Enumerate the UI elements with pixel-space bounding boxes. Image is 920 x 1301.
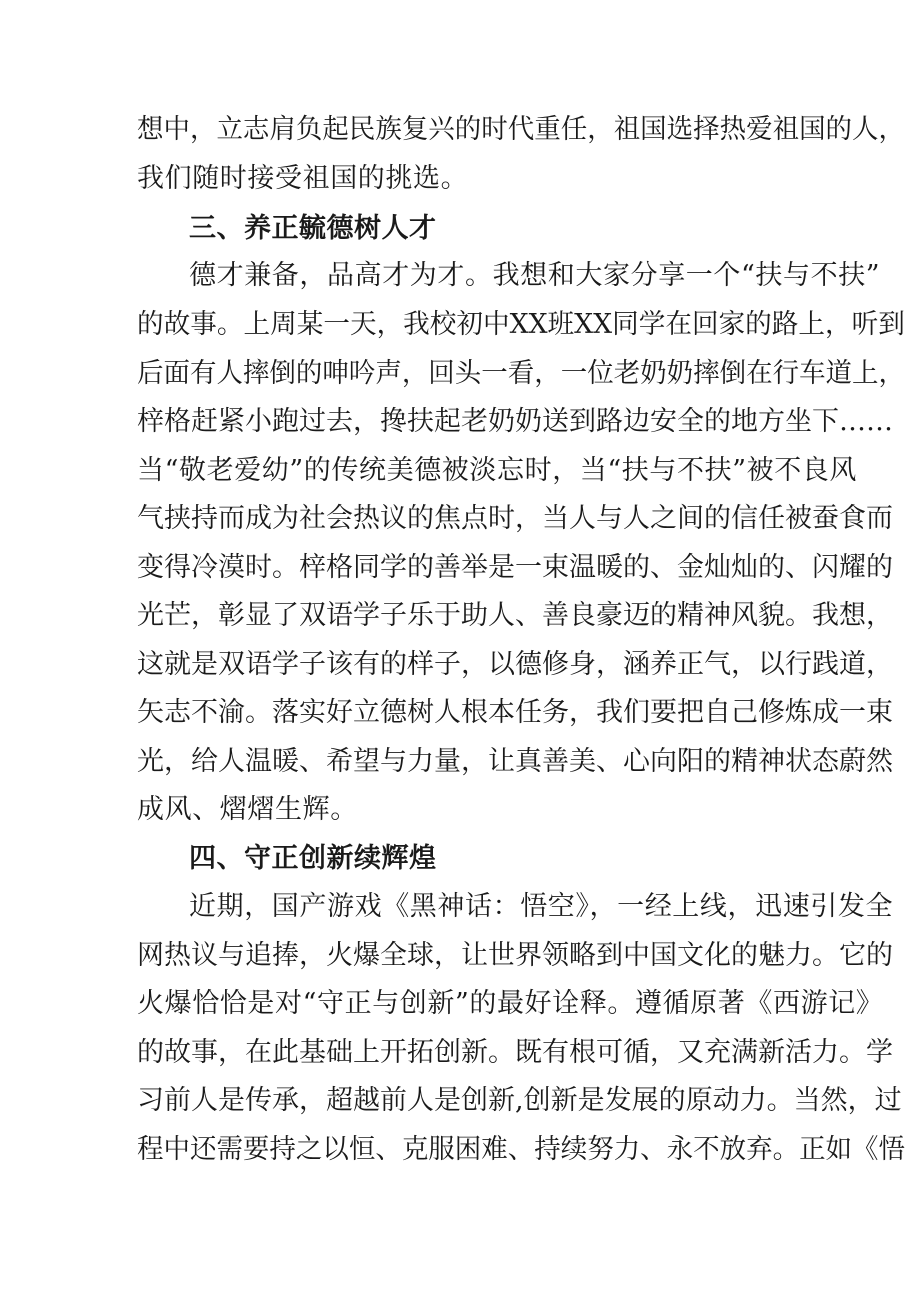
paragraph-line: 火爆恰恰是对“守正与创新”的最好诠释。遵循原著《西游记》 bbox=[137, 988, 884, 1019]
paragraph-line: 德才兼备，品高才为才。我想和大家分享一个“扶与不扶” bbox=[189, 260, 881, 291]
paragraph-line: 的故事，在此基础上开拓创新。既有根可循，又充满新活力。学 bbox=[137, 1037, 893, 1068]
paragraph-line: 矢志不渝。落实好立德树人根本任务，我们要把自己修炼成一束 bbox=[137, 697, 893, 728]
section-heading-4: 四、守正创新续辉煌 bbox=[189, 843, 437, 874]
paragraph-line: 近期，国产游戏《黑神话：悟空》，一经上线，迅速引发全 bbox=[189, 891, 894, 922]
paragraph-line: 程中还需要持之以恒、克服困难、持续努力、永不放弃。正如《悟 bbox=[137, 1134, 905, 1165]
paragraph-line: 后面有人摔倒的呻吟声，回头一看，一位老奶奶摔倒在行车道上， bbox=[137, 358, 905, 389]
paragraph-line: 变得冷漠时。梓格同学的善举是一束温暖的、金灿灿的、闪耀的 bbox=[137, 552, 893, 583]
paragraph-line: 光，给人温暖、希望与力量，让真善美、心向阳的精神状态蔚然 bbox=[137, 746, 893, 777]
paragraph-line: 习前人是传承，超越前人是创新,创新是发展的原动力。当然，过 bbox=[137, 1085, 902, 1116]
paragraph-line: 气挟持而成为社会热议的焦点时，当人与人之间的信任被蚕食而 bbox=[137, 503, 893, 534]
paragraph-line: 我们随时接受祖国的挑选。 bbox=[137, 163, 469, 194]
paragraph-line: 这就是双语学子该有的样子，以德修身，涵养正气，以行践道， bbox=[137, 649, 893, 680]
paragraph-line: 成风、熠熠生辉。 bbox=[137, 794, 358, 825]
paragraph-line: 光芒，彰显了双语学子乐于助人、善良豪迈的精神风貌。我想， bbox=[137, 600, 893, 631]
paragraph-line: 想中，立志肩负起民族复兴的时代重任，祖国选择热爱祖国的人， bbox=[137, 114, 905, 145]
paragraph-line: 梓格赶紧小跑过去，搀扶起老奶奶送到路边安全的地方坐下…… bbox=[137, 406, 893, 437]
section-heading-3: 三、养正毓德树人才 bbox=[189, 213, 437, 244]
paragraph-line: 当“敬老爱幼”的传统美德被淡忘时，当“扶与不扶”被不良风 bbox=[137, 455, 858, 486]
paragraph-line: 网热议与追捧，火爆全球，让世界领略到中国文化的魅力。它的 bbox=[137, 940, 893, 971]
paragraph-line: 的故事。上周某一天，我校初中XX班XX同学在回家的路上，听到 bbox=[137, 309, 905, 340]
